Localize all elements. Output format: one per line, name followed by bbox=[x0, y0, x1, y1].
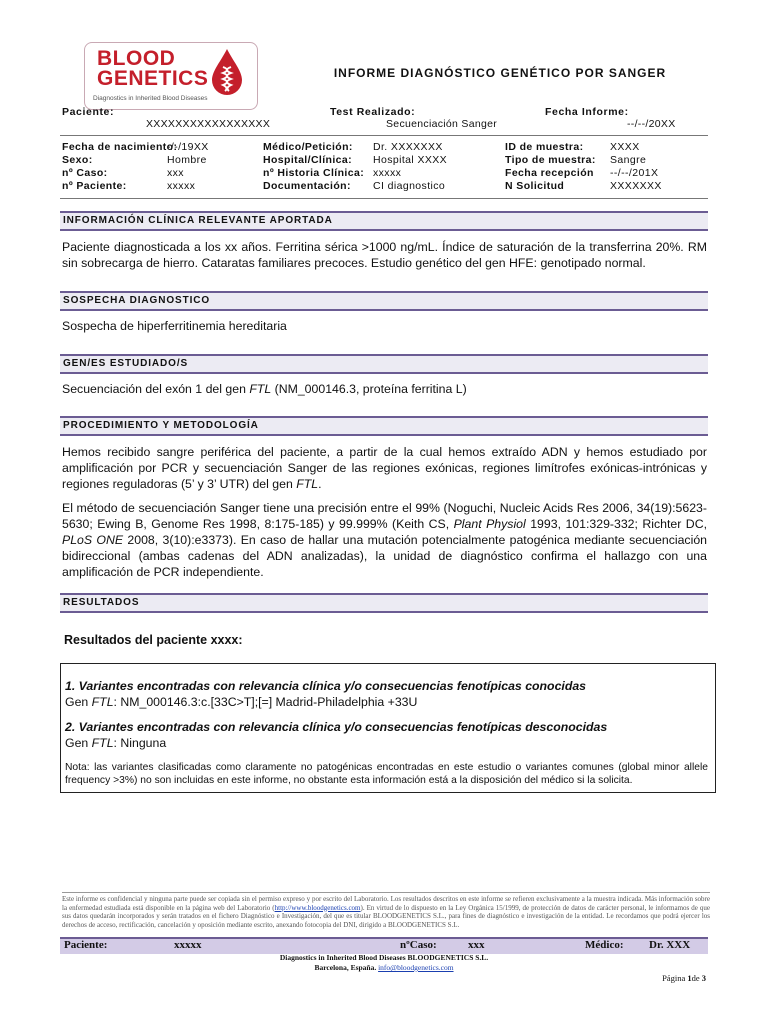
test-value: Secuenciación Sanger bbox=[386, 118, 498, 130]
results-note: Nota: las variantes clasificadas como claramente no patogénicas encontradas en este estudio o variantes comunes (global minor allele frequency >3%) no son incluidas en este informe, no obstante esta información está a la disposición del médico si la solicita. bbox=[65, 762, 708, 786]
variant2-prefix: Gen bbox=[65, 736, 92, 750]
variant1-text: : NM_000146.3:c.[33C>T];[=] Madrid-Philadelphia +33U bbox=[113, 695, 418, 709]
page-number bbox=[662, 973, 706, 983]
hospital-label: Hospital/Clínica: bbox=[263, 154, 353, 166]
section-genes-header bbox=[60, 354, 708, 374]
reception-value: --/--/201X bbox=[610, 167, 659, 179]
disclaimer-b: ). En virtud de lo dispuesto en la Ley Orgánica 15/1999, de protección de datos de carácter personal, le informamos de que sus datos quedarán incorporados y serán tratados en el fichero Diagnóstico e Investigación, del que es titular BLOODGENETICS S.L., para fines de diagnóstico e investigación de la entidad. Le recordamos que podrá ejercer los derechos de acceso, rectificación, cancelación y oposición mediante escrito, anexando fotocopia del DNI, dirigido a BLOODGENETICS S.L. bbox=[62, 903, 710, 929]
case-label: nº Caso: bbox=[62, 167, 108, 179]
sample-type-label: Tipo de muestra: bbox=[505, 154, 596, 166]
info-col2-values bbox=[373, 141, 447, 193]
variant1-gene: FTL bbox=[91, 695, 114, 709]
section-suspicion-title: SOSPECHA DIAGNOSTICO bbox=[63, 295, 211, 306]
birth-label: Fecha de nacimiento: bbox=[62, 141, 178, 153]
section-results-header bbox=[60, 593, 708, 613]
page-total: 3 bbox=[701, 973, 706, 983]
request-value: XXXXXXX bbox=[610, 180, 662, 192]
variant1-title: 1. Variantes encontradas con relevancia clínica y/o consecuencias fenotípicas conocidas bbox=[65, 679, 587, 693]
procedure-p1-a: Hemos recibido sangre periférica del paciente, a partir de la cual hemos extraído ADN y hemos estudiado por amplificación por PCR y secuenciación Sanger de las regiones exónicas, regiones limítrofes exónicas-intrónicas y regiones reguladoras (5’ y 3’ UTR) del gen bbox=[62, 445, 707, 491]
procedure-p1-gene: FTL bbox=[296, 477, 319, 491]
report-title: INFORME DIAGNÓSTICO GENÉTICO POR SANGER bbox=[333, 66, 667, 80]
doctor-label: Médico/Petición: bbox=[263, 141, 353, 153]
blood-genetics-logo bbox=[84, 42, 258, 110]
patient-label: Paciente: bbox=[62, 106, 115, 118]
genes-text-b: (NM_000146.3, proteína ferritina L) bbox=[271, 382, 467, 396]
documentation-label: Documentación: bbox=[263, 180, 351, 192]
variant1-line bbox=[65, 695, 417, 709]
sex-label: Sexo: bbox=[62, 154, 93, 166]
procedure-paragraph-2 bbox=[62, 500, 707, 580]
info-col3-labels bbox=[505, 141, 596, 193]
footer-doctor-value: Dr. XXX bbox=[649, 939, 691, 951]
email-link[interactable]: info@bloodgenetics.com bbox=[378, 963, 454, 972]
variant2-text: : Ninguna bbox=[113, 736, 167, 750]
footer-address bbox=[60, 963, 708, 972]
info-col3-values bbox=[610, 141, 662, 193]
report-date-label: Fecha Informe: bbox=[545, 106, 629, 118]
sample-type-value: Sangre bbox=[610, 154, 647, 166]
report-date-value: --/--/20XX bbox=[627, 118, 676, 130]
variant2-line bbox=[65, 736, 166, 750]
case-value: xxx bbox=[167, 167, 184, 179]
procedure-p2-italic-2: PLoS ONE bbox=[62, 533, 124, 547]
results-subtitle: Resultados del paciente xxxx: bbox=[64, 633, 243, 647]
header-divider bbox=[60, 135, 708, 136]
sex-value: Hombre bbox=[167, 154, 207, 166]
footer-bar bbox=[60, 937, 708, 954]
footer-city: Barcelona, España. bbox=[314, 963, 379, 972]
variant2-title: 2. Variantes encontradas con relevancia clínica y/o consecuencias fenotípicas desconocidas bbox=[65, 720, 608, 734]
page-label: Página bbox=[662, 973, 688, 983]
section-clinical-title: INFORMACIÓN CLÍNICA RELEVANTE APORTADA bbox=[63, 215, 333, 226]
page-current: 1 bbox=[687, 973, 692, 983]
footer-case-label: nºCaso: bbox=[400, 939, 437, 951]
patient-no-value: xxxxx bbox=[167, 180, 196, 192]
website-link[interactable]: http://www.bloodgenetics.com bbox=[274, 903, 361, 912]
results-box bbox=[60, 663, 716, 793]
patient-value: XXXXXXXXXXXXXXXXX bbox=[146, 118, 271, 130]
section-procedure-title: PROCEDIMIENTO Y METODOLOGÍA bbox=[63, 420, 259, 431]
birth-value: -/-/19XX bbox=[167, 141, 209, 153]
sample-id-value: XXXX bbox=[610, 141, 640, 153]
procedure-p2-italic-1: Plant Physiol bbox=[453, 517, 526, 531]
footer-case-value: xxx bbox=[468, 939, 485, 951]
request-label: N Solicitud bbox=[505, 180, 565, 192]
history-value: xxxxx bbox=[373, 167, 402, 179]
page-of: de bbox=[691, 973, 702, 983]
footer-doctor-label: Médico: bbox=[585, 939, 624, 951]
genes-text-a: Secuenciación del exón 1 del gen bbox=[62, 382, 250, 396]
logo-tagline: Diagnostics in Inherited Blood Diseases bbox=[93, 95, 208, 102]
logo-line1: BLOOD bbox=[97, 47, 176, 70]
suspicion-text: Sospecha de hiperferritinemia hereditaria bbox=[62, 319, 287, 333]
history-label: nº Historia Clínica: bbox=[263, 167, 365, 179]
patient-no-label: nº Paciente: bbox=[62, 180, 127, 192]
reception-label: Fecha recepción bbox=[505, 167, 594, 179]
test-label: Test Realizado: bbox=[330, 106, 416, 118]
info-divider bbox=[60, 198, 708, 199]
genes-text bbox=[62, 381, 707, 397]
procedure-p1-b: . bbox=[318, 477, 322, 491]
sample-id-label: ID de muestra: bbox=[505, 141, 584, 153]
section-clinical-header bbox=[60, 211, 708, 231]
clinical-text: Paciente diagnosticada a los xx años. Ferritina sérica >1000 ng/mL. Índice de saturación de la transferrina 20%. RM sin sobrecarga de hierro. Cataratas familiares precoces. Estudio genético del gen HFE: genotipado normal. bbox=[62, 240, 707, 270]
section-genes-title: GEN/ES ESTUDIADO/S bbox=[63, 358, 189, 369]
info-col1-values bbox=[167, 141, 209, 193]
footer-patient-value: xxxxx bbox=[174, 939, 202, 951]
procedure-paragraph-1 bbox=[62, 444, 707, 492]
doctor-value: Dr. XXXXXXX bbox=[373, 141, 443, 153]
logo-line2: GENETICS bbox=[97, 67, 209, 90]
disclaimer-a: Este informe es confidencial y ninguna parte puede ser copiada sin el permiso expreso y por escrito del Laboratorio. Los resultados descritos en este informe se refieren exclusivamente a la muestra indicada. Más información sobre la enfermedad estudiada está disponible en la página web del Laboratorio ( bbox=[62, 895, 710, 912]
genes-gene: FTL bbox=[249, 382, 272, 396]
section-results-title: RESULTADOS bbox=[63, 597, 140, 608]
procedure-p2-a: El método de secuenciación Sanger tiene una precisión entre el 99% (Noguchi, Nucleic Acids Res 2006, 34(19):5623-5630; Ewing B, Genome Res 1998, 8:175-185) y 99.999% (Keith CS, bbox=[62, 501, 707, 531]
documentation-value: CI diagnostico bbox=[373, 180, 446, 192]
variant2-gene: FTL bbox=[91, 736, 114, 750]
info-col1-labels bbox=[62, 141, 177, 193]
section-procedure-header bbox=[60, 416, 708, 436]
hospital-value: Hospital XXXX bbox=[373, 154, 448, 166]
info-col2-labels bbox=[263, 141, 364, 193]
blood-drop-icon bbox=[207, 47, 247, 97]
footer-patient-label: Paciente: bbox=[64, 939, 108, 951]
footer-disclaimer bbox=[62, 892, 710, 929]
variant1-prefix: Gen bbox=[65, 695, 92, 709]
footer-company: Diagnostics in Inherited Blood Diseases BLOODGENETICS S.L. bbox=[279, 953, 489, 962]
procedure-p2-b: 1993, 101:329-332; Richter DC, bbox=[525, 517, 707, 531]
section-suspicion-header bbox=[60, 291, 708, 311]
procedure-p2-c: 2008, 3(10):e3373). En caso de hallar una mutación potencialmente patogénica mediante secuenciación bidireccional (ambas cadenas del ADN analizadas), la unidad de diagnóstico confirma el hallazgo con una amplificación de PCR independiente. bbox=[62, 533, 707, 579]
